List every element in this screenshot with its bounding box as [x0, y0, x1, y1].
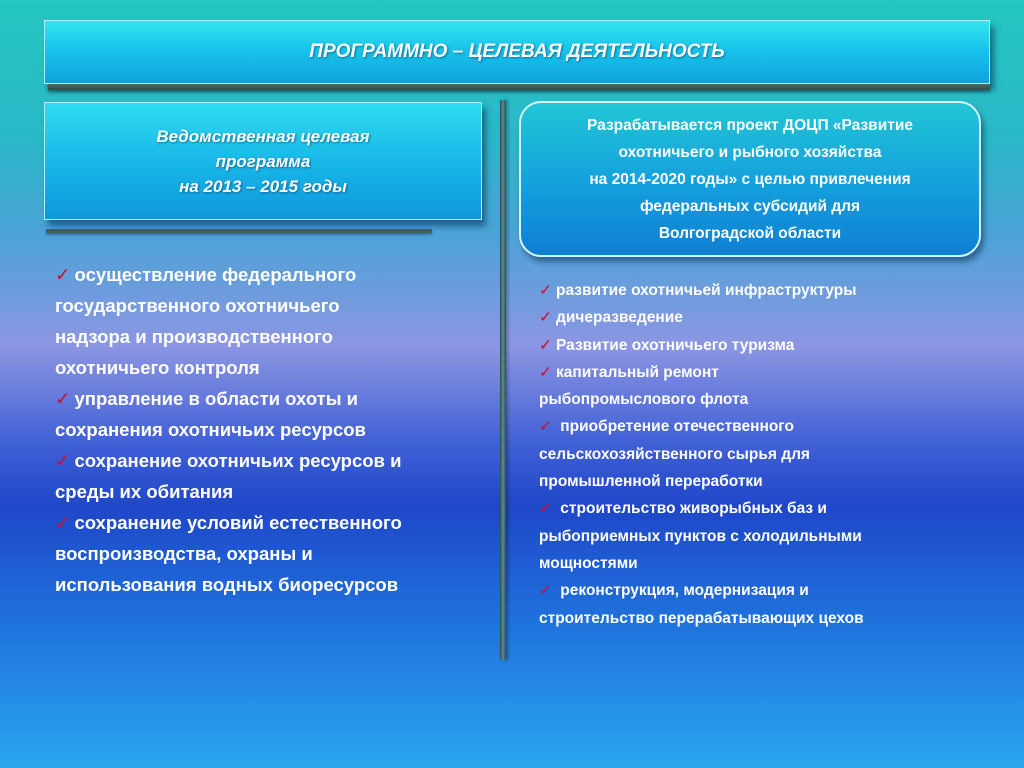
checkmark-icon: ✓	[539, 282, 552, 299]
regional-program-box	[519, 101, 981, 257]
left-list-item-text: осуществление федерального	[74, 264, 357, 285]
right-goals-list	[539, 277, 979, 632]
left-box-line-3: на 2013 – 2015 годы	[179, 176, 347, 196]
left-list-item	[55, 507, 485, 600]
checkmark-icon: ✓	[539, 363, 552, 381]
right-list-item-text: строительство живорыбных баз и	[556, 500, 827, 518]
page-title: ПРОГРАММНО – ЦЕЛЕВАЯ ДЕЯТЕЛЬНОСТЬ	[309, 41, 725, 62]
checkmark-icon: ✓	[539, 336, 552, 354]
right-list-item-text: развитие охотничьей инфраструктуры	[556, 282, 857, 299]
left-list-item-text: использования водных биоресурсов	[55, 574, 399, 595]
title-bar	[44, 20, 990, 84]
left-list-item-text: управление в области охоты и	[74, 388, 359, 409]
right-list-item	[539, 359, 979, 414]
left-list-item	[55, 383, 485, 445]
right-list-item-text: промышленной переработки	[539, 473, 763, 491]
right-list-item	[539, 332, 979, 359]
left-goals-list	[55, 259, 485, 600]
left-list-item-text: сохранения охотничьих ресурсов	[55, 419, 366, 440]
right-box-line-5: Волгоградской области	[658, 224, 842, 242]
checkmark-icon: ✓	[539, 418, 552, 436]
right-box-line-2: охотничьего и рыбного хозяйства	[618, 143, 882, 161]
right-list-item-text: мощностями	[539, 554, 638, 572]
left-list-item	[55, 259, 485, 383]
right-box-line-4: федеральных субсидий для	[639, 197, 861, 215]
left-list-item-text: государственного охотничьего	[55, 295, 340, 316]
checkmark-icon: ✓	[55, 264, 71, 285]
right-list-item-text: реконструкция, модернизация и	[556, 582, 809, 600]
right-list-item	[539, 577, 979, 632]
left-box-line-1: Ведомственная целевая	[156, 126, 370, 146]
checkmark-icon: ✓	[539, 500, 552, 518]
right-list-item	[539, 277, 979, 304]
left-list-item-text: воспроизводства, охраны и	[55, 543, 313, 564]
right-list-item-text: дичеразведение	[556, 309, 683, 327]
right-list-item-text: Развитие охотничьего туризма	[556, 336, 795, 354]
right-list-item-text: капитальный ремонт	[556, 363, 719, 381]
right-box-line-3: на 2014-2020 годы» с целью привлечения	[589, 170, 911, 188]
left-list-item-text: среды их обитания	[55, 481, 234, 502]
right-list-item	[539, 495, 979, 577]
column-divider	[500, 100, 506, 660]
checkmark-icon: ✓	[55, 450, 71, 471]
right-list-item-text: сельскохозяйственного сырья для	[539, 445, 810, 463]
left-list-item-text: надзора и производственного	[55, 326, 333, 347]
departmental-program-box	[44, 102, 482, 220]
title-underline	[48, 84, 990, 90]
checkmark-icon: ✓	[55, 388, 71, 409]
left-box-underline	[46, 229, 432, 233]
right-box-line-1: Разрабатывается проект ДОЦП «Развитие	[587, 116, 913, 134]
right-list-item-text: рыбоприемных пунктов с холодильными	[539, 527, 862, 545]
checkmark-icon: ✓	[539, 309, 552, 327]
right-list-item-text: приобретение отечественного	[556, 418, 795, 436]
right-list-item-text: строительство перерабатывающих цехов	[539, 609, 864, 627]
left-list-item-text: сохранение охотничьих ресурсов и	[74, 450, 402, 471]
left-list-item	[55, 445, 485, 507]
right-list-item	[539, 413, 979, 495]
checkmark-icon: ✓	[539, 582, 552, 600]
left-list-item-text: охотничьего контроля	[55, 357, 260, 378]
right-list-item	[539, 304, 979, 331]
left-list-item-text: сохранение условий естественного	[74, 512, 402, 533]
left-box-line-2: программа	[215, 151, 311, 171]
right-list-item-text: рыбопромыслового флота	[539, 391, 749, 409]
checkmark-icon: ✓	[55, 512, 71, 533]
